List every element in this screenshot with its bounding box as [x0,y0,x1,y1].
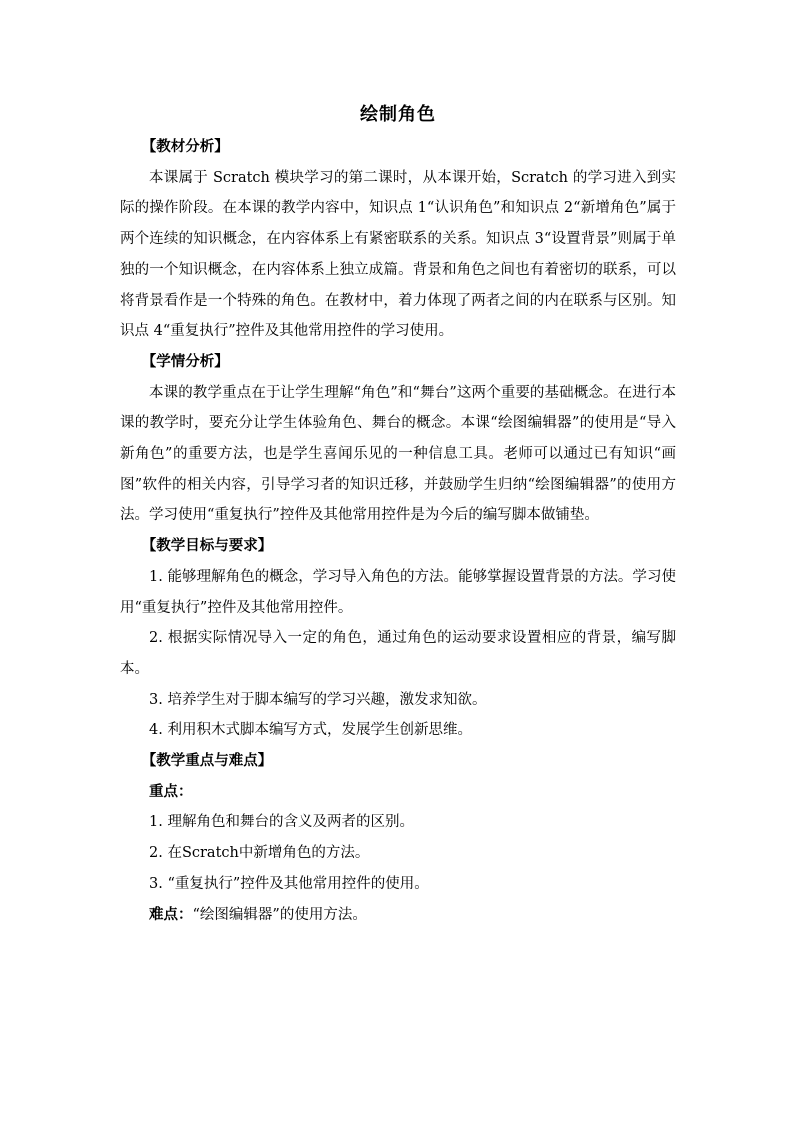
section-heading-material: 【教材分析】 [141,139,229,155]
difficulty-label: 难点： [149,906,193,923]
section-heading-student: 【学情分析】 [141,353,229,370]
document-title: 绘制角色 [360,104,436,125]
difficulty-line [120,900,676,931]
focus-item-1: 1. 理解角色和舞台的含义及两者的区别。 [149,814,414,831]
focus-item-3: 3. “重复执行”控件及其他常用控件的使用。 [149,875,429,892]
goal-item-2: 2. 根据实际情况导入一定的角色，通过角色的运动要求设置相应的背景，编写脚本。 [120,630,676,677]
section-heading-goals: 【教学目标与要求】 [141,538,273,555]
section-heading-key-points: 【教学重点与难点】 [141,753,273,770]
focus-label: 重点： [149,783,193,800]
goal-item-1: 1. 能够理解角色的概念，学习导入角色的方法。能够掌握设置背景的方法。学习使用“重复执行”控件及其他常用控件。 [120,568,676,616]
document-content [120,100,676,930]
difficulty-text: “绘图编辑器”的使用方法。 [192,906,367,923]
material-paragraph: 本课属于 Scratch 模块学习的第二课时，从本课开始，Scratch 的学习进入到实际的操作阶段。在本课的教学内容中，知识点 1“认识角色”和知识点 2“新增角色”属于两个连续的知识概念，在内容体系上有紧密联系的关系。知识点 3“设置背景”则属于单独的一个知识概念，在内容体系上独立成篇。背景和角色之间也有着密切的联系，可以将背景看作是一个特殊的角色。在教材中，着力体现了两者之间的内在联系与区别。知识点 4“重复执行”控件及其他常用控件的学习使用。 [120,169,676,340]
focus-item-2: 2. 在Scratch中新增角色的方法。 [149,845,370,862]
student-paragraph: 本课的教学重点在于让学生理解“角色”和“舞台”这两个重要的基础概念。在进行本课的教学时，要充分让学生体验角色、舞台的概念。本课“绘图编辑器”的使用是“导入新角色”的重要方法，也是学生喜闻乐见的一种信息工具。老师可以通过已有知识“画图”软件的相关内容，引导学习者的知识迁移，并鼓励学生归纳“绘图编辑器”的使用方法。学习使用“重复执行”控件及其他常用控件是为今后的编写脚本做铺垫。 [120,384,676,524]
goal-item-4: 4. 利用积木式脚本编写方式，发展学生创新思维。 [149,722,472,739]
goal-item-3: 3. 培养学生对于脚本编写的学习兴趣，激发求知欲。 [149,691,487,708]
